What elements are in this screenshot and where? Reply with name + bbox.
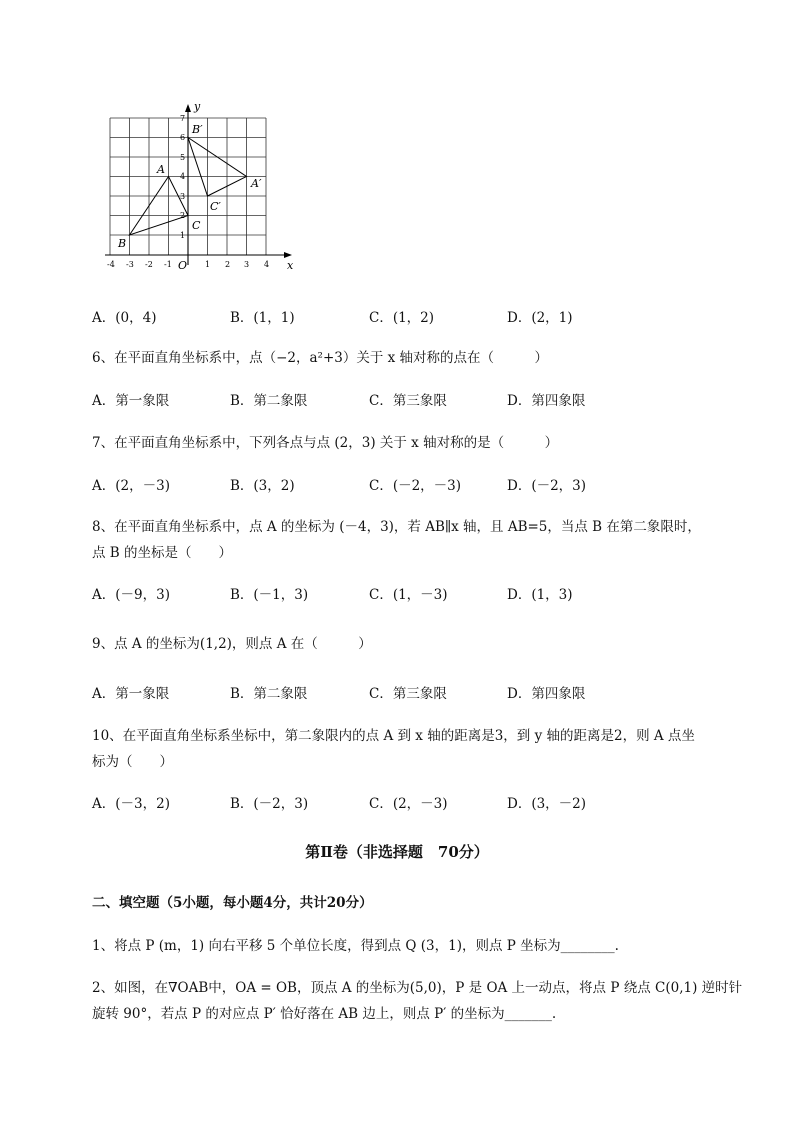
q7-option-c[interactable]: C．(－2，－3) (369, 478, 462, 494)
q6-option-b[interactable]: B．第二象限 (230, 393, 308, 409)
point-label-a-prime: A′ (251, 177, 262, 190)
q7-question: 7、在平面直角坐标系中，下列各点与点 (2，3) 关于 x 轴对称的是（ ） (92, 435, 559, 451)
q7-option-a[interactable]: A．(2，－3) (92, 478, 170, 494)
y-tick-label: 2 (180, 211, 186, 220)
y-axis-label: y (194, 100, 201, 113)
origin-label: O (178, 259, 188, 272)
point-label-a: A (157, 163, 165, 176)
x-tick-label: 1 (205, 260, 211, 269)
y-tick-label: 4 (180, 172, 186, 181)
q5-option-b[interactable]: B．(1，1) (230, 310, 295, 326)
q5-option-c[interactable]: C．(1，2) (369, 310, 435, 326)
fill-question-2-line1: 2、如图，在∇OAB中，OA = OB，顶点 A 的坐标为(5,0)，P 是 OA 上一动点，将点 P 绕点 C(0,1) 逆时针 (92, 980, 743, 996)
fill-question-1: 1、将点 P (m，1) 向右平移 5 个单位长度，得到点 Q (3，1)，则点 P 坐标为________. (92, 938, 619, 954)
fill-question-2-line2: 旋转 90°，若点 P 的对应点 P′ 恰好落在 AB 边上，则点 P′ 的坐标为_______. (92, 1006, 557, 1022)
x-tick-label: -2 (145, 260, 153, 269)
q10-question-line2: 标为（ ） (92, 754, 173, 770)
q7-option-d[interactable]: D．(－2，3) (507, 478, 587, 494)
point-label-b-prime: B′ (192, 123, 203, 136)
x-tick-label: -3 (126, 260, 134, 269)
q9-option-b[interactable]: B．第二象限 (230, 686, 308, 702)
part2-title: 第Ⅱ卷（非选择题 70分） (305, 843, 489, 861)
q10-option-c[interactable]: C．(2，－3) (369, 796, 448, 812)
q9-option-d[interactable]: D．第四象限 (507, 686, 586, 702)
x-tick-label: -1 (164, 260, 172, 269)
x-tick-label: 3 (244, 260, 250, 269)
triangle-a-prime-b-prime-c-prime (188, 138, 247, 197)
q9-option-c[interactable]: C．第三象限 (369, 686, 447, 702)
q8-option-c[interactable]: C．(1，－3) (369, 587, 448, 603)
q9-option-a[interactable]: A．第一象限 (92, 686, 170, 702)
q5-option-d[interactable]: D．(2，1) (507, 310, 573, 326)
point-label-c-prime: C′ (210, 200, 221, 213)
y-tick-label: 3 (180, 192, 186, 201)
x-axis-label: x (287, 259, 294, 272)
y-tick-label: 1 (180, 231, 186, 240)
fill-in-section-title: 二、填空题（5小题，每小题4分，共计20分） (92, 895, 373, 911)
point-label-b: B (118, 237, 127, 250)
y-tick-label: 6 (180, 133, 186, 142)
triangle-abc (130, 177, 189, 236)
q10-option-a[interactable]: A．(－3，2) (92, 796, 170, 812)
q10-option-d[interactable]: D．(3，－2) (507, 796, 587, 812)
q8-option-b[interactable]: B．(－1，3) (230, 587, 309, 603)
q8-question-line1: 8、在平面直角坐标系中，点 A 的坐标为 (－4，3)，若 AB∥x 轴，且 AB=5，当点 B 在第二象限时， (92, 519, 701, 535)
q7-option-b[interactable]: B．(3，2) (230, 478, 295, 494)
y-tick-label: 5 (180, 153, 186, 162)
point-label-c: C (192, 219, 201, 232)
q8-option-d[interactable]: D．(1，3) (507, 587, 573, 603)
q6-option-d[interactable]: D．第四象限 (507, 393, 586, 409)
x-tick-label: 2 (225, 260, 231, 269)
x-tick-label: 4 (264, 260, 270, 269)
q5-option-a[interactable]: A．(0，4) (92, 310, 157, 326)
q6-option-c[interactable]: C．第三象限 (369, 393, 447, 409)
x-tick-label: -4 (107, 260, 115, 269)
q10-option-b[interactable]: B．(－2，3) (230, 796, 309, 812)
q10-question-line1: 10、在平面直角坐标系坐标中，第二象限内的点 A 到 x 轴的距离是3，到 y 轴的距离是2，则 A 点坐 (92, 728, 695, 744)
q6-question: 6、在平面直角坐标系中，点（−2，a²+3）关于 x 轴对称的点在（ ） (92, 350, 549, 366)
q6-option-a[interactable]: A．第一象限 (92, 393, 170, 409)
q8-option-a[interactable]: A．(－9，3) (92, 587, 170, 603)
y-tick-label: 7 (180, 114, 186, 123)
q8-question-line2: 点 B 的坐标是（ ） (92, 545, 233, 561)
coordinate-figure (100, 100, 300, 275)
q9-question: 9、点 A 的坐标为(1,2)，则点 A 在（ ） (92, 636, 372, 652)
